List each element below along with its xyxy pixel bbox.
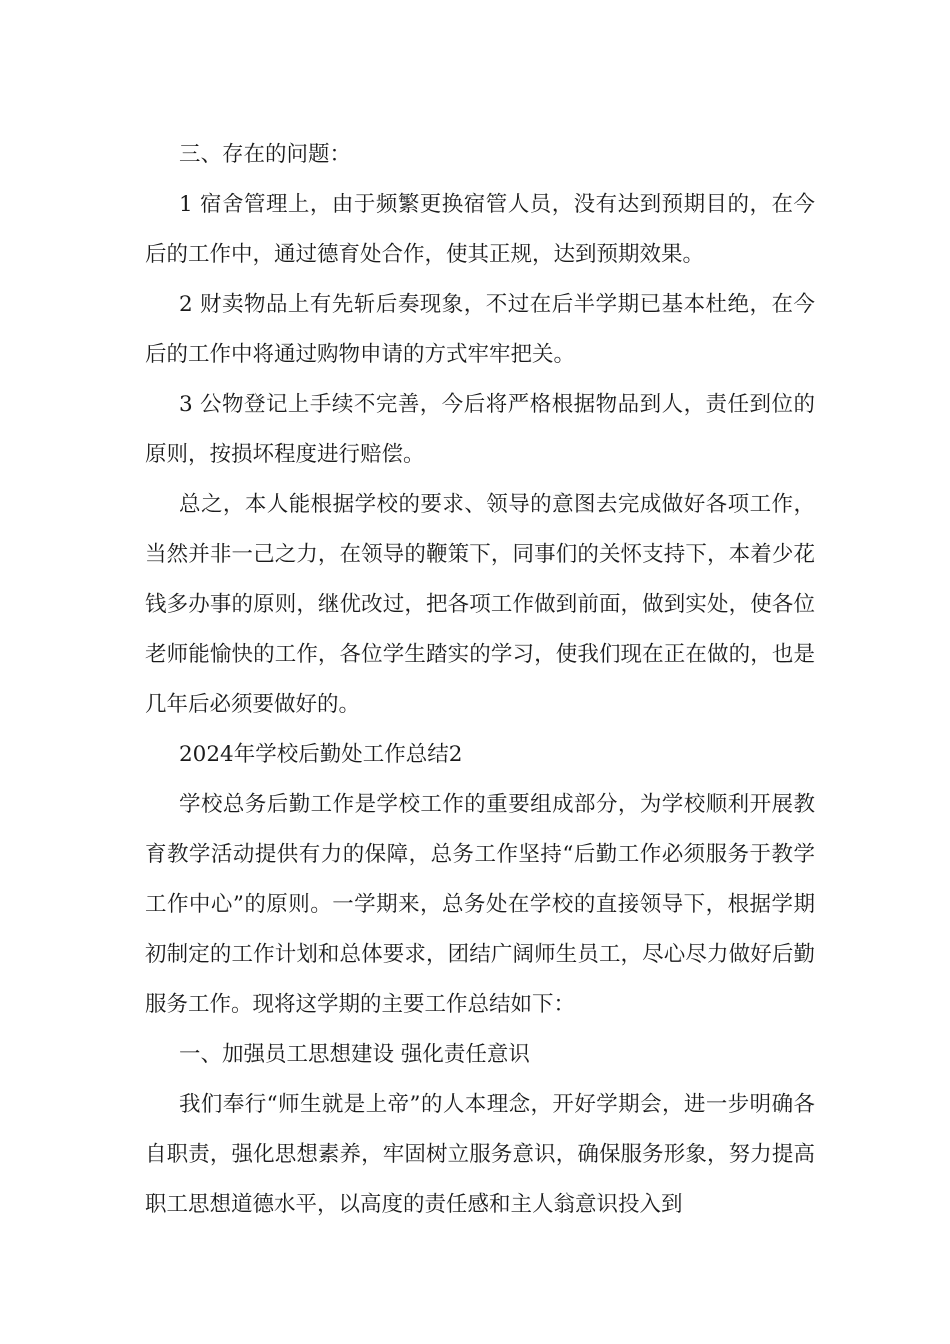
staff-paragraph: 我们奉行“师生就是上帝”的人本理念，开好学期会，进一步明确各自职责，强化思想素养，牢固树立服务意识，确保服务形象，努力提高职工思想道德水平，以高度的责任感和主人翁意识投入到 (145, 1092, 815, 1217)
problem-item-2: 2 财卖物品上有先斩后奏现象，不过在后半学期已基本杜绝，在今后的工作中将通过购物申请的方式牢牢把关。 (145, 292, 815, 367)
section-heading-problems: 三、存在的问题： (179, 142, 352, 167)
document-body (145, 130, 815, 1230)
problem-item-3: 3 公物登记上手续不完善，今后将严格根据物品到人，责任到位的原则，按损坏程度进行赔偿。 (145, 392, 815, 467)
summary-paragraph: 总之，本人能根据学校的要求、领导的意图去完成做好各项工作，当然并非一己之力，在领导的鞭策下，同事们的关怀支持下，本着少花钱多办事的原则，继优改过，把各项工作做到前面，做到实处，使各位老师能愉快的工作，各位学生踏实的学习，使我们现在正在做的，也是几年后必须要做好的。 (145, 492, 815, 717)
intro-paragraph: 学校总务后勤工作是学校工作的重要组成部分，为学校顺利开展教育教学活动提供有力的保障，总务工作坚持“后勤工作必须服务于教学工作中心”的原则。一学期来，总务处在学校的直接领导下，根据学期初制定的工作计划和总体要求，团结广阔师生员工，尽心尽力做好后勤服务工作。现将这学期的主要工作总结如下： (145, 792, 815, 1017)
problem-item-1: 1 宿舍管理上，由于频繁更换宿管人员，没有达到预期目的，在今后的工作中，通过德育处合作，使其正规，达到预期效果。 (145, 192, 815, 267)
section-heading-staff: 一、加强员工思想建设 强化责任意识 (179, 1042, 530, 1067)
section-title-summary-2: 2024年学校后勤处工作总结2 (179, 742, 463, 767)
